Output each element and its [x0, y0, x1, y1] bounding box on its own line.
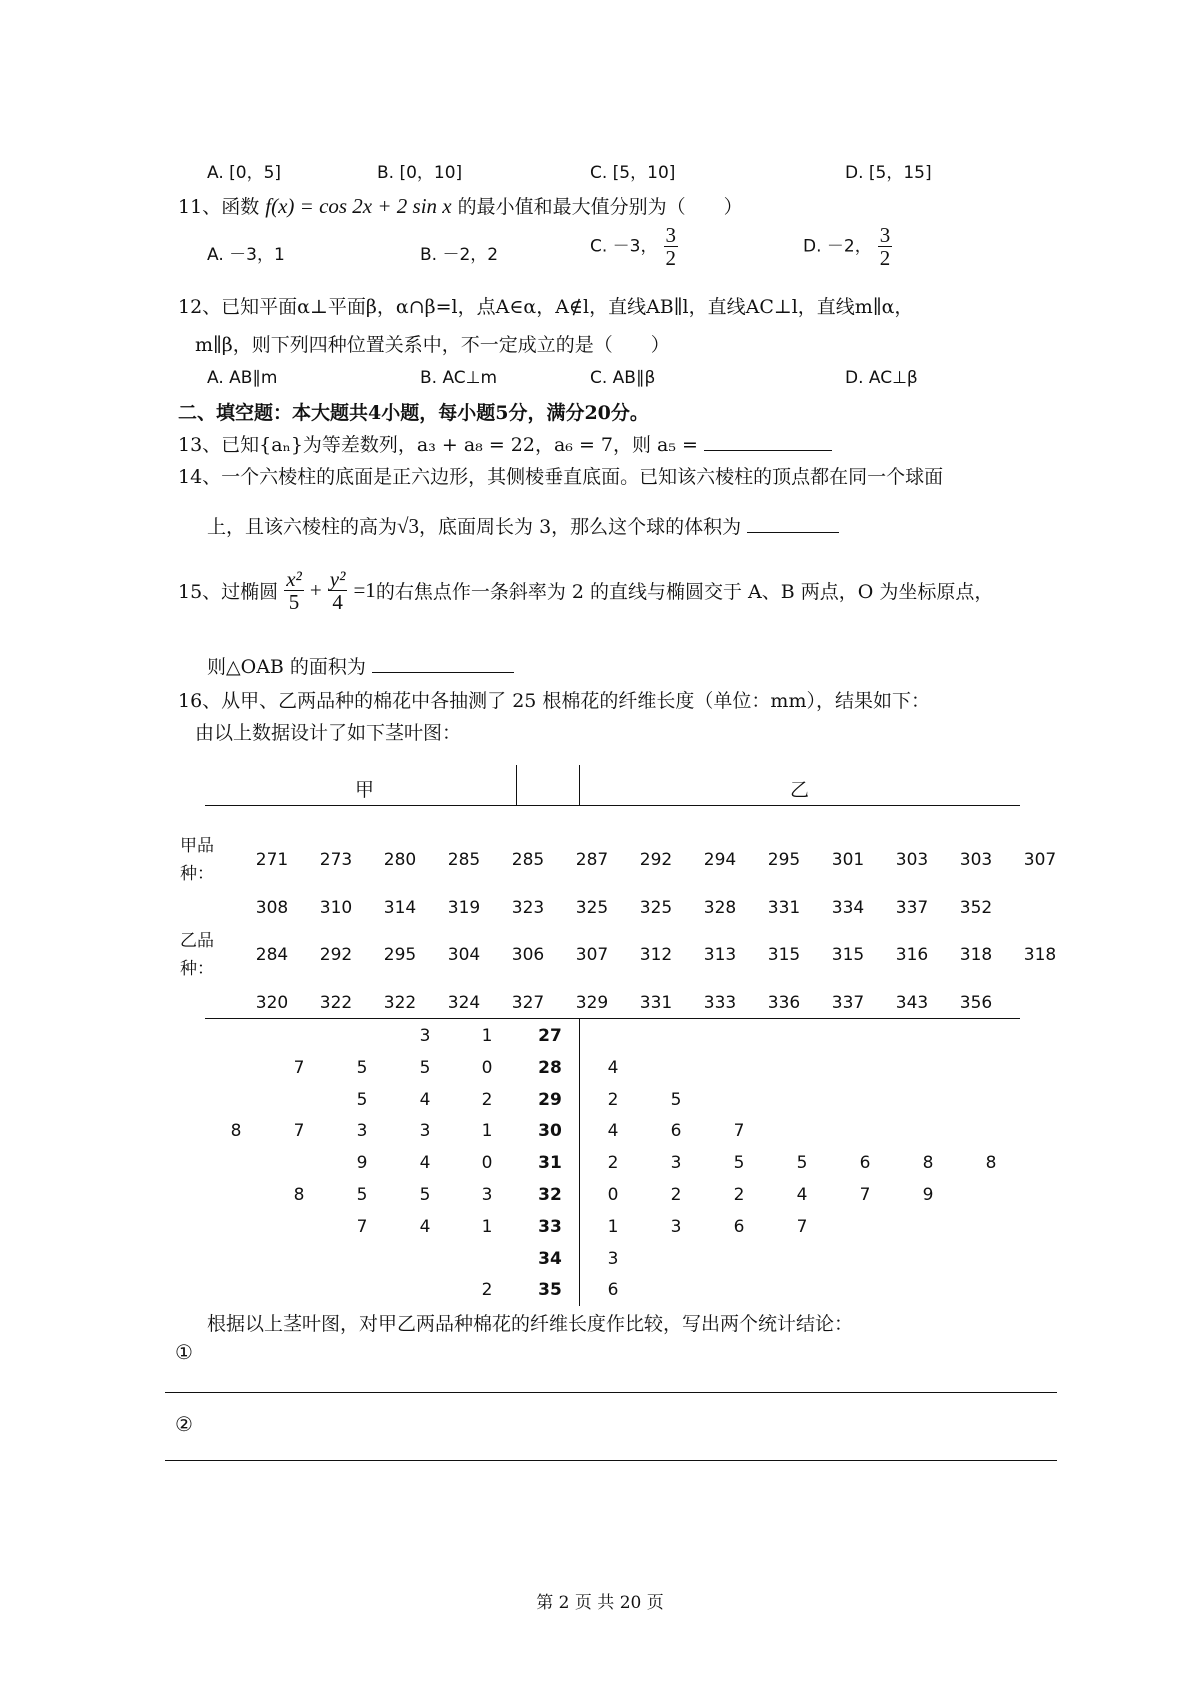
- leaf-left: 7: [293, 1057, 305, 1078]
- q11-option-d: [803, 224, 892, 269]
- q11-option-c: [590, 224, 678, 269]
- leaf-left: 3: [419, 1121, 431, 1142]
- leaf-left: 2: [481, 1280, 493, 1301]
- data-value: 334: [831, 898, 865, 918]
- q11-option-a: A. －3，1: [207, 245, 285, 265]
- data-value: 307: [575, 945, 609, 965]
- fraction-numerator: 3: [879, 223, 891, 247]
- leaf-right: 5: [733, 1153, 745, 1174]
- data-value: 319: [447, 898, 481, 918]
- q12-line-1: 12、已知平面α⊥平面β，α∩β=l，点A∈α，A∉l，直线AB∥l，直线AC⊥l，直线m∥α，: [178, 296, 914, 318]
- stem-leaf-top-rule: [205, 1018, 1020, 1019]
- fraction-numerator: y²: [329, 567, 346, 591]
- leaf-left: 5: [419, 1057, 431, 1078]
- stem-value: 32: [538, 1185, 562, 1205]
- leaf-left: 0: [481, 1057, 493, 1078]
- data-value: 356: [959, 993, 993, 1013]
- mark-1: ①: [175, 1340, 193, 1364]
- leaf-right: 8: [985, 1153, 997, 1174]
- header-jia: 甲: [355, 779, 375, 801]
- leaf-left: 8: [293, 1185, 305, 1205]
- data-value: 314: [383, 898, 417, 918]
- leaf-left: 1: [481, 1121, 493, 1142]
- leaf-right: 3: [670, 1153, 682, 1174]
- leaf-left: 5: [356, 1089, 368, 1110]
- stem-value: 34: [538, 1248, 562, 1269]
- data-value: 312: [639, 945, 673, 965]
- data-value: 323: [511, 898, 545, 918]
- leaf-right: 7: [796, 1216, 808, 1237]
- ellipse-x-term: [284, 568, 304, 613]
- q13-text: 13、已知{aₙ}为等差数列，a₃ + a₈ = 22，a₆ = 7，则 a₅ =: [178, 434, 698, 456]
- data-value: 284: [255, 945, 289, 965]
- stem-divider: [579, 1018, 580, 1306]
- stem-value: 33: [538, 1216, 562, 1237]
- leaf-right: 5: [796, 1153, 808, 1174]
- leaf-right: 4: [607, 1121, 619, 1142]
- leaf-right: 2: [733, 1185, 745, 1205]
- fraction-denominator: 2: [665, 246, 677, 271]
- q14-text-pre: 上，且该六棱柱的高为: [207, 516, 398, 538]
- data-value: 315: [831, 945, 865, 965]
- leaf-right: 3: [670, 1216, 682, 1237]
- fraction-numerator: 3: [665, 223, 677, 247]
- answer-line-1[interactable]: [165, 1392, 1057, 1393]
- data-value: 329: [575, 993, 609, 1013]
- q16-conclusion-prompt: 根据以上茎叶图，对甲乙两品种棉花的纤维长度作比较，写出两个统计结论：: [207, 1313, 854, 1335]
- leaf-left: 5: [419, 1185, 431, 1205]
- q12-option-a: A. AB∥m: [207, 368, 278, 388]
- q10-option-b: B. [0，10]: [377, 163, 463, 183]
- leaf-left: 4: [419, 1216, 431, 1237]
- header-rule: [205, 805, 1020, 806]
- yi-label-line2: 种：: [180, 959, 214, 979]
- q15-text-post: 的右焦点作一条斜率为 2 的直线与椭圆交于 A、B 两点，O 为坐标原点，: [375, 581, 994, 604]
- fraction-denominator: 4: [332, 590, 343, 615]
- data-value: 325: [575, 898, 609, 918]
- stem-value: 31: [538, 1153, 562, 1174]
- leaf-left: 1: [481, 1026, 493, 1046]
- leaf-right: 5: [670, 1089, 682, 1110]
- q15-line-2: [207, 652, 514, 679]
- leaf-left: 7: [293, 1121, 305, 1142]
- q14-answer-blank[interactable]: [747, 532, 839, 533]
- data-value: 333: [703, 993, 737, 1013]
- leaf-left: 2: [481, 1089, 493, 1110]
- equals-one: =1: [353, 578, 376, 603]
- q12-line-2: m∥β，则下列四种位置关系中，不一定成立的是（ ）: [195, 334, 670, 356]
- data-value: 324: [447, 993, 481, 1013]
- leaf-left: 3: [481, 1185, 493, 1205]
- question-13: [178, 430, 832, 457]
- answer-line-2[interactable]: [165, 1460, 1057, 1461]
- data-value: 310: [319, 898, 353, 918]
- data-value: 315: [767, 945, 801, 965]
- leaf-right: 2: [607, 1153, 619, 1174]
- stem-value: 29: [538, 1089, 562, 1110]
- leaf-right: 9: [922, 1185, 934, 1205]
- leaf-right: 6: [859, 1153, 871, 1174]
- leaf-right: 1: [607, 1216, 619, 1237]
- leaf-right: 8: [922, 1153, 934, 1174]
- q15-text-pre: 15、过椭圆: [178, 581, 279, 604]
- stem-value: 27: [538, 1026, 562, 1046]
- data-value: 322: [319, 993, 353, 1013]
- data-value: 327: [511, 993, 545, 1013]
- jia-label-line1: 甲品: [180, 836, 214, 856]
- leaf-left: 3: [356, 1121, 368, 1142]
- data-value: 343: [895, 993, 929, 1013]
- q11-option-d-fraction: [878, 224, 893, 269]
- data-value: 280: [383, 850, 417, 870]
- yi-label-line1: 乙品: [180, 931, 214, 951]
- leaf-left: 9: [356, 1153, 368, 1174]
- q10-option-c: C. [5，10]: [590, 163, 676, 183]
- leaf-left: 5: [356, 1185, 368, 1205]
- data-value: 318: [1023, 945, 1057, 965]
- q14-text-post: ，底面周长为 3，那么这个球的体积为: [419, 516, 742, 538]
- leaf-left: 3: [419, 1026, 431, 1046]
- yi-label: [180, 927, 214, 983]
- data-value: 285: [447, 850, 481, 870]
- section-heading: 二、填空题：本大题共4小题，每小题5分，满分20分。: [178, 402, 649, 424]
- data-value: 325: [639, 898, 673, 918]
- q11-option-d-label: D. －2，: [803, 236, 872, 257]
- fraction-numerator: x²: [286, 567, 302, 591]
- fraction-denominator: 2: [879, 246, 891, 271]
- leaf-right: 7: [733, 1121, 745, 1142]
- data-value: 331: [767, 898, 801, 918]
- stem-value: 35: [538, 1280, 562, 1301]
- data-value: 295: [383, 945, 417, 965]
- data-value: 287: [575, 850, 609, 870]
- leaf-right: 6: [670, 1121, 682, 1142]
- data-value: 294: [703, 850, 737, 870]
- question-11: [178, 192, 743, 219]
- leaf-right: 4: [796, 1185, 808, 1205]
- q11-formula: f(x) = cos 2x + 2 sin x: [265, 194, 452, 218]
- data-value: 306: [511, 945, 545, 965]
- mark-2: ②: [175, 1412, 193, 1436]
- q12-option-b: B. AC⊥m: [420, 368, 498, 388]
- leaf-left: 8: [230, 1121, 242, 1142]
- leaf-right: 0: [607, 1185, 619, 1205]
- leaf-left: 1: [481, 1216, 493, 1237]
- stem-value: 28: [538, 1057, 562, 1078]
- data-value: 303: [959, 850, 993, 870]
- q10-option-a: A. [0，5]: [207, 163, 282, 183]
- data-value: 303: [895, 850, 929, 870]
- leaf-left: 0: [481, 1153, 493, 1174]
- data-value: 285: [511, 850, 545, 870]
- q11-option-c-label: C. －3，: [590, 236, 658, 257]
- leaf-right: 3: [607, 1248, 619, 1269]
- data-value: 320: [255, 993, 289, 1013]
- data-value: 301: [831, 850, 865, 870]
- q11-text-pre: 函数: [221, 196, 260, 218]
- leaf-left: 4: [419, 1089, 431, 1110]
- q11-option-b: B. －2，2: [420, 245, 499, 265]
- q11-option-c-fraction: [664, 224, 679, 269]
- leaf-right: 6: [607, 1280, 619, 1301]
- data-value: 304: [447, 945, 481, 965]
- leaf-right: 6: [733, 1216, 745, 1237]
- leaf-right: 4: [607, 1057, 619, 1078]
- q14-line-2: [207, 512, 839, 539]
- question-15: [178, 568, 993, 613]
- header-divider-left: [516, 765, 517, 805]
- page-footer: 第 2 页 共 20 页: [536, 1593, 664, 1613]
- header-yi: 乙: [790, 779, 810, 801]
- data-value: 273: [319, 850, 353, 870]
- data-value: 352: [959, 898, 993, 918]
- data-value: 295: [767, 850, 801, 870]
- q12-option-d: D. AC⊥β: [845, 368, 918, 388]
- data-value: 328: [703, 898, 737, 918]
- q13-answer-blank[interactable]: [704, 450, 832, 451]
- q16-line-2: 由以上数据设计了如下茎叶图：: [195, 722, 462, 744]
- data-value: 337: [831, 993, 865, 1013]
- sqrt-3: √3: [397, 514, 420, 538]
- jia-label-line2: 种：: [180, 864, 214, 884]
- data-value: 337: [895, 898, 929, 918]
- fraction-denominator: 5: [288, 590, 300, 615]
- leaf-right: 2: [607, 1089, 619, 1110]
- data-value: 336: [767, 993, 801, 1013]
- data-value: 331: [639, 993, 673, 1013]
- leaf-right: 7: [859, 1185, 871, 1205]
- data-value: 292: [639, 850, 673, 870]
- jia-label: [180, 832, 214, 888]
- data-value: 322: [383, 993, 417, 1013]
- stem-value: 30: [538, 1121, 562, 1142]
- leaf-left: 4: [419, 1153, 431, 1174]
- q10-option-d: D. [5，15]: [845, 163, 932, 183]
- q15-line-2-text: 则△OAB 的面积为: [207, 656, 366, 678]
- leaf-left: 5: [356, 1057, 368, 1078]
- data-value: 292: [319, 945, 353, 965]
- data-value: 308: [255, 898, 289, 918]
- leaf-right: 2: [670, 1185, 682, 1205]
- header-divider-right: [579, 765, 580, 805]
- q15-answer-blank[interactable]: [372, 672, 514, 673]
- q11-number: 11、: [178, 196, 222, 218]
- data-value: 271: [255, 850, 289, 870]
- leaf-left: 7: [356, 1216, 368, 1237]
- q12-option-c: C. AB∥β: [590, 368, 656, 388]
- ellipse-y-term: [328, 568, 348, 613]
- q14-line-1: 14、一个六棱柱的底面是正六边形，其侧棱垂直底面。已知该六棱柱的顶点都在同一个球面: [178, 466, 944, 488]
- data-value: 313: [703, 945, 737, 965]
- q11-text-post: 的最小值和最大值分别为（ ）: [457, 196, 743, 218]
- q16-line-1: 16、从甲、乙两品种的棉花中各抽测了 25 根棉花的纤维长度（单位：mm），结果如下：: [178, 690, 930, 712]
- data-value: 307: [1023, 850, 1057, 870]
- data-value: 318: [959, 945, 993, 965]
- data-value: 316: [895, 945, 929, 965]
- plus-sign: +: [309, 578, 322, 603]
